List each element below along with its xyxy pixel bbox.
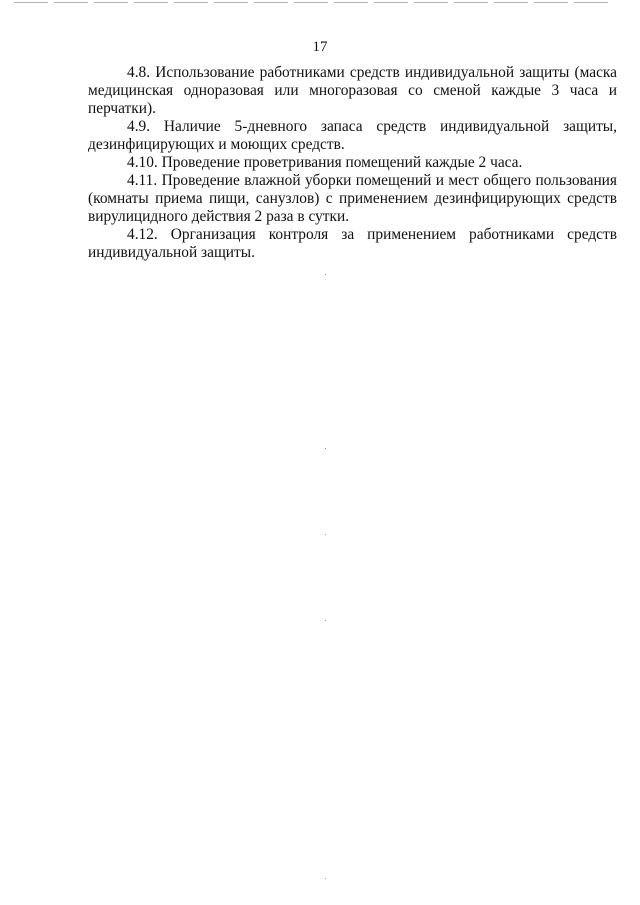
page-number: 17 (312, 39, 328, 55)
scan-speck (325, 534, 326, 535)
paragraph-4-12: 4.12. Организация контроля за применением работниками средств индивидуальной защиты. (88, 226, 617, 261)
paragraph-4-8: 4.8. Использование работниками средств индивидуальной защиты (маска медицинская одноразовая или многоразовая со сменой каждые 3 часа и перчатки). (88, 64, 617, 117)
document-body (88, 64, 617, 262)
scan-speck (325, 448, 326, 449)
paragraph-4-11: 4.11. Проведение влажной уборки помещений и мест общего пользования (комнаты приема пищи, санузлов) с применением дезинфицирующих средств вирулицидного действия 2 раза в сутки. (88, 172, 617, 225)
paragraph-4-10: 4.10. Проведение проветривания помещений каждые 2 часа. (127, 154, 523, 171)
paragraph-4-9: 4.9. Наличие 5-дневного запаса средств индивидуальной защиты, дезинфицирующих и моющих средств. (88, 118, 617, 153)
scan-speck (325, 274, 326, 275)
scan-edge-line (14, 2, 614, 3)
scan-speck (325, 878, 326, 879)
scan-speck (325, 620, 326, 621)
